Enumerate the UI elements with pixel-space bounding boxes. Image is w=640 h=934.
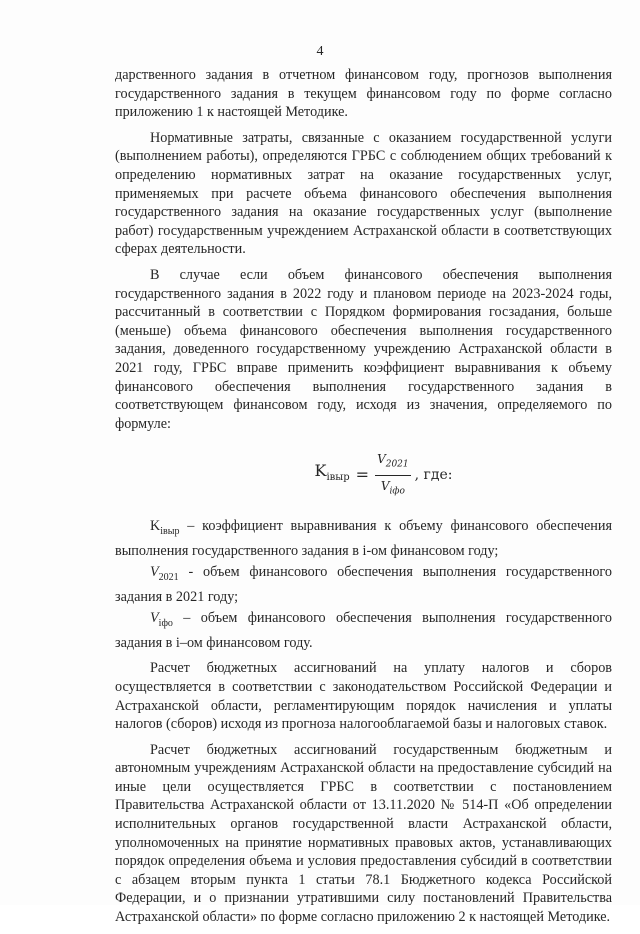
alignment-coefficient-formula — [155, 451, 612, 497]
formula-tail: , где: — [414, 466, 453, 483]
paragraph: Расчет бюджетных ассигнований на уплату налогов и сборов осуществляется в соответствии с законодательством Российской Федерации и Астраханской области, регламентирующим порядок начисления и уплаты налогов (сборов) исходя из прогноза налогооблагаемой базы и налоговых ставок. — [115, 660, 612, 733]
paragraph: дарственного задания в отчетном финансовом году, прогнозов выполнения государственного задания в текущем финансовом году по форме согласно приложению 1 к настоящей Методике. — [115, 67, 612, 121]
definition-item: $K_{iвыр}$ – коэффициент выравнивания к объему финансового обеспечения выполнения государственного задания в i-ом финансовом году; — [115, 518, 612, 559]
definition-item: $V_{2021}$ - объем финансового обеспечения выполнения государственного задания в 2021 году; — [115, 564, 612, 605]
paragraph: Нормативные затраты, связанные с оказанием государственной услуги (выполнением работы), определяются ГРБС с соблюдением общих требований к определению нормативных затрат на оказание государственных услуг, применяемых при расчете объема финансового обеспечения выполнения государственного задания на оказание государственных услуг (выполнение работ) государственным учреждением Астраханской области в соответствующих сферах деятельности. — [115, 129, 612, 258]
page-number: 4 — [316, 44, 324, 59]
formula-equals: = — [355, 464, 370, 484]
formula-lhs: $K_{iвыр}$ — [314, 461, 350, 484]
formula-denominator: $V_{iфо}$ — [380, 478, 405, 497]
document-body — [115, 66, 612, 934]
formula-fraction — [375, 450, 411, 501]
paragraph: В случае если объем финансового обеспечения выполнения государственного задания в 2022 году и плановом периоде на 2023-2024 годы, рассчитанный в соответствии с Порядком формирования госзадания, больше (меньше) объема финансового обеспечения выполнения государственного задания, доведенного государственному учреждению Астраханской области в 2021 году, ГРБС вправе применить коэффициент выравнивания к объему финансового обеспечения выполнения государственного задания в соответствующем финансовом году, исходя из значения, определяемого по формуле: — [115, 266, 612, 432]
formula-numerator: $V_{2021}$ — [375, 450, 411, 476]
definition-item: $V_{iфо}$ – объем финансового обеспечения выполнения государственного задания в i–ом финансовом году. — [115, 610, 612, 651]
paragraph: Расчет бюджетных ассигнований государственным бюджетным и автономным учреждениям Астраханской области на предоставление субсидий на иные цели осуществляется ГРБС в соответствии с постановлением Правительства Астраханской области от 13.11.2020 № 514-П «Об определении исполнительных органов государственной власти Астраханской области, уполномоченных на принятие нормативных правовых актов, устанавливающих порядок определения объема и условия предоставления субсидий в соответствии с абзацем вторым пункта 1 статьи 78.1 Бюджетного кодекса Российской Федерации, и о признании утратившими силу постановлений Правительства Астраханской области» по форме согласно приложению 2 к настоящей Методике. — [115, 741, 612, 926]
